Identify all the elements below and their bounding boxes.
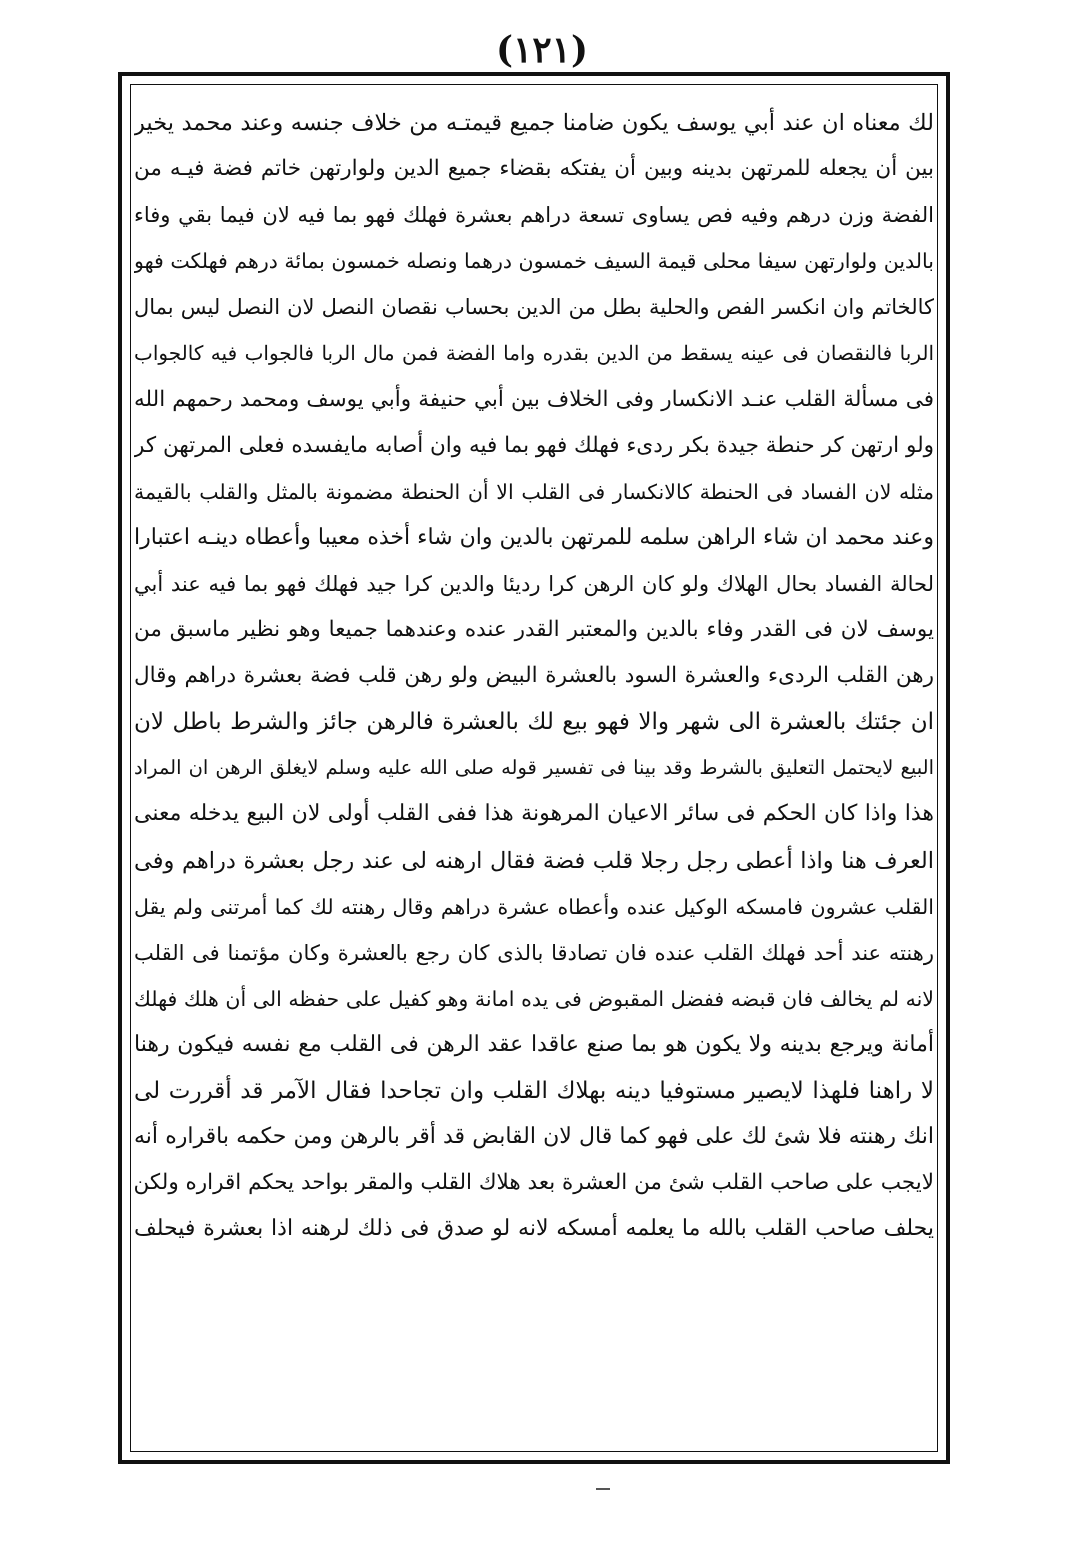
text-line: يحلف صاحب القلب بالله ما يعلمه أمسكه لانه لو صدق فى ذلك لرهنه اذا بعشرة فيحلف bbox=[134, 1216, 934, 1242]
text-line: لا راهنا فلهذا لايصير مستوفيا دينه بهلاك القلب وان تجاحدا فقال الآمر قد أقررت لى bbox=[134, 1077, 934, 1104]
text-line: بين أن يجعله للمرتهن بدينه وبين أن يفتكه بقضاء جميع الدين ولوارتهن خاتم فضة فيـه من bbox=[134, 156, 934, 182]
text-line: فى مسألة القلب عنـد الانكسار وفى الخلاف بين أبي حنيفة وأبي يوسف ومحمد رحمهم الله bbox=[134, 386, 934, 412]
text-line: كالخاتم وان انكسر الفص والحلية بطل من الدين بحساب نقصان النصل لان النصل ليس بمال bbox=[134, 295, 934, 320]
text-line: وعند محمد ان شاء الراهن سلمه للمرتهن بالدين وان شاء أخذه معيبا وأعطاه دينـه اعتبارا bbox=[134, 524, 934, 550]
text-line: مثله لان الفساد فى الحنطة كالانكسار فى القلب الا أن الحنطة مضمونة بالمثل والقلب بالقيمة bbox=[134, 479, 934, 504]
body-text bbox=[134, 100, 934, 1252]
text-line: يوسف لان فى القدر وفاء بالدين والمعتبر القدر عنده وعندهما جميعا وهو نظير ماسبق من bbox=[134, 617, 934, 643]
text-line: بالدين ولوارتهن سيفا محلى قيمة السيف خمسون درهما ونصله خمسون بمائة درهم فهلكت فهو bbox=[134, 249, 934, 274]
text-line: رهن القلب الردىء والعشرة السود بالعشرة البيض ولو رهن قلب فضة بعشرة دراهم وقال bbox=[134, 663, 934, 689]
scan-mark bbox=[596, 1488, 610, 1490]
text-line: ان جئتك بالعشرة الى شهر والا فهو بيع لك بالعشرة فالرهن جائز والشرط باطل لان bbox=[134, 709, 934, 736]
text-line: الفضة وزن درهم وفيه فص يساوى تسعة دراهم بعشرة فهلك فهو بما فيه لان فيما بقي وفاء bbox=[134, 203, 934, 228]
text-line: لايجب على صاحب القلب شئ من العشرة بعد هلاك القلب والمقر بواحد يحكم اقراره ولكن bbox=[134, 1170, 934, 1196]
text-line: ولو ارتهن كر حنطة جيدة بكر ردىء فهلك فهو بما فيه وان أصابه مايفسده فعلى المرتهن كر bbox=[134, 432, 934, 458]
text-line: الربا فالنقصان فى عينه يسقط من الدين بقدره واما الفضة فمن مال الربا فالجواب فيه كالجواب bbox=[134, 341, 934, 366]
text-line: لحالة الفساد بحال الهلاك ولو كان الرهن كرا رديئا والدين كرا جيد فهلك فهو بما فيه عند أبي bbox=[134, 571, 934, 596]
page-number: (١٢١) bbox=[495, 29, 589, 71]
text-line: لانه لم يخالف فان قبضه ففضل المقبوض فى يده امانة وهو كفيل على حفظه الى أن هلك فهلك bbox=[134, 986, 934, 1011]
text-line: القلب عشرون فامسكه الوكيل عنده وأعطاه عشرة دراهم وقال رهنته لك كما أمرتنى ولم يقل bbox=[134, 894, 934, 919]
text-line: هذا واذا كان الحكم فى سائر الاعيان المرهونة هذا ففى القلب أولى لان البيع يدخله معنى bbox=[134, 801, 934, 827]
text-line: البيع لايحتمل التعليق بالشرط وقد بينا فى تفسير قوله صلى الله عليه وسلم لايغلق الرهن ان المراد bbox=[134, 756, 934, 780]
text-line: رهنته عند أحد فهلك القلب عنده فان تصادقا بالذى كان رجع بالعشرة وكان مؤتمنا فى القلب bbox=[134, 940, 934, 965]
text-line: انك رهنته فلا شئ لك على فهو كما قال لان القابض قد أقر بالرهن ومن حكمه باقراره أنه bbox=[134, 1124, 934, 1150]
text-line: لك معناه ان عند أبي يوسف يكون ضامنا جميع قيمتـه من خلاف جنسه وعند محمد يخير bbox=[134, 110, 934, 136]
text-line: العرف هنا واذا أعطى رجل رجلا قلب فضة فقال ارهنه لى عند رجل بعشرة دراهم وفى bbox=[134, 847, 934, 874]
text-line: أمانة ويرجع بدينه ولا يكون هو بما صنع عاقدا عقد الرهن فى القلب مع نفسه فيكون رهنا bbox=[134, 1031, 934, 1057]
